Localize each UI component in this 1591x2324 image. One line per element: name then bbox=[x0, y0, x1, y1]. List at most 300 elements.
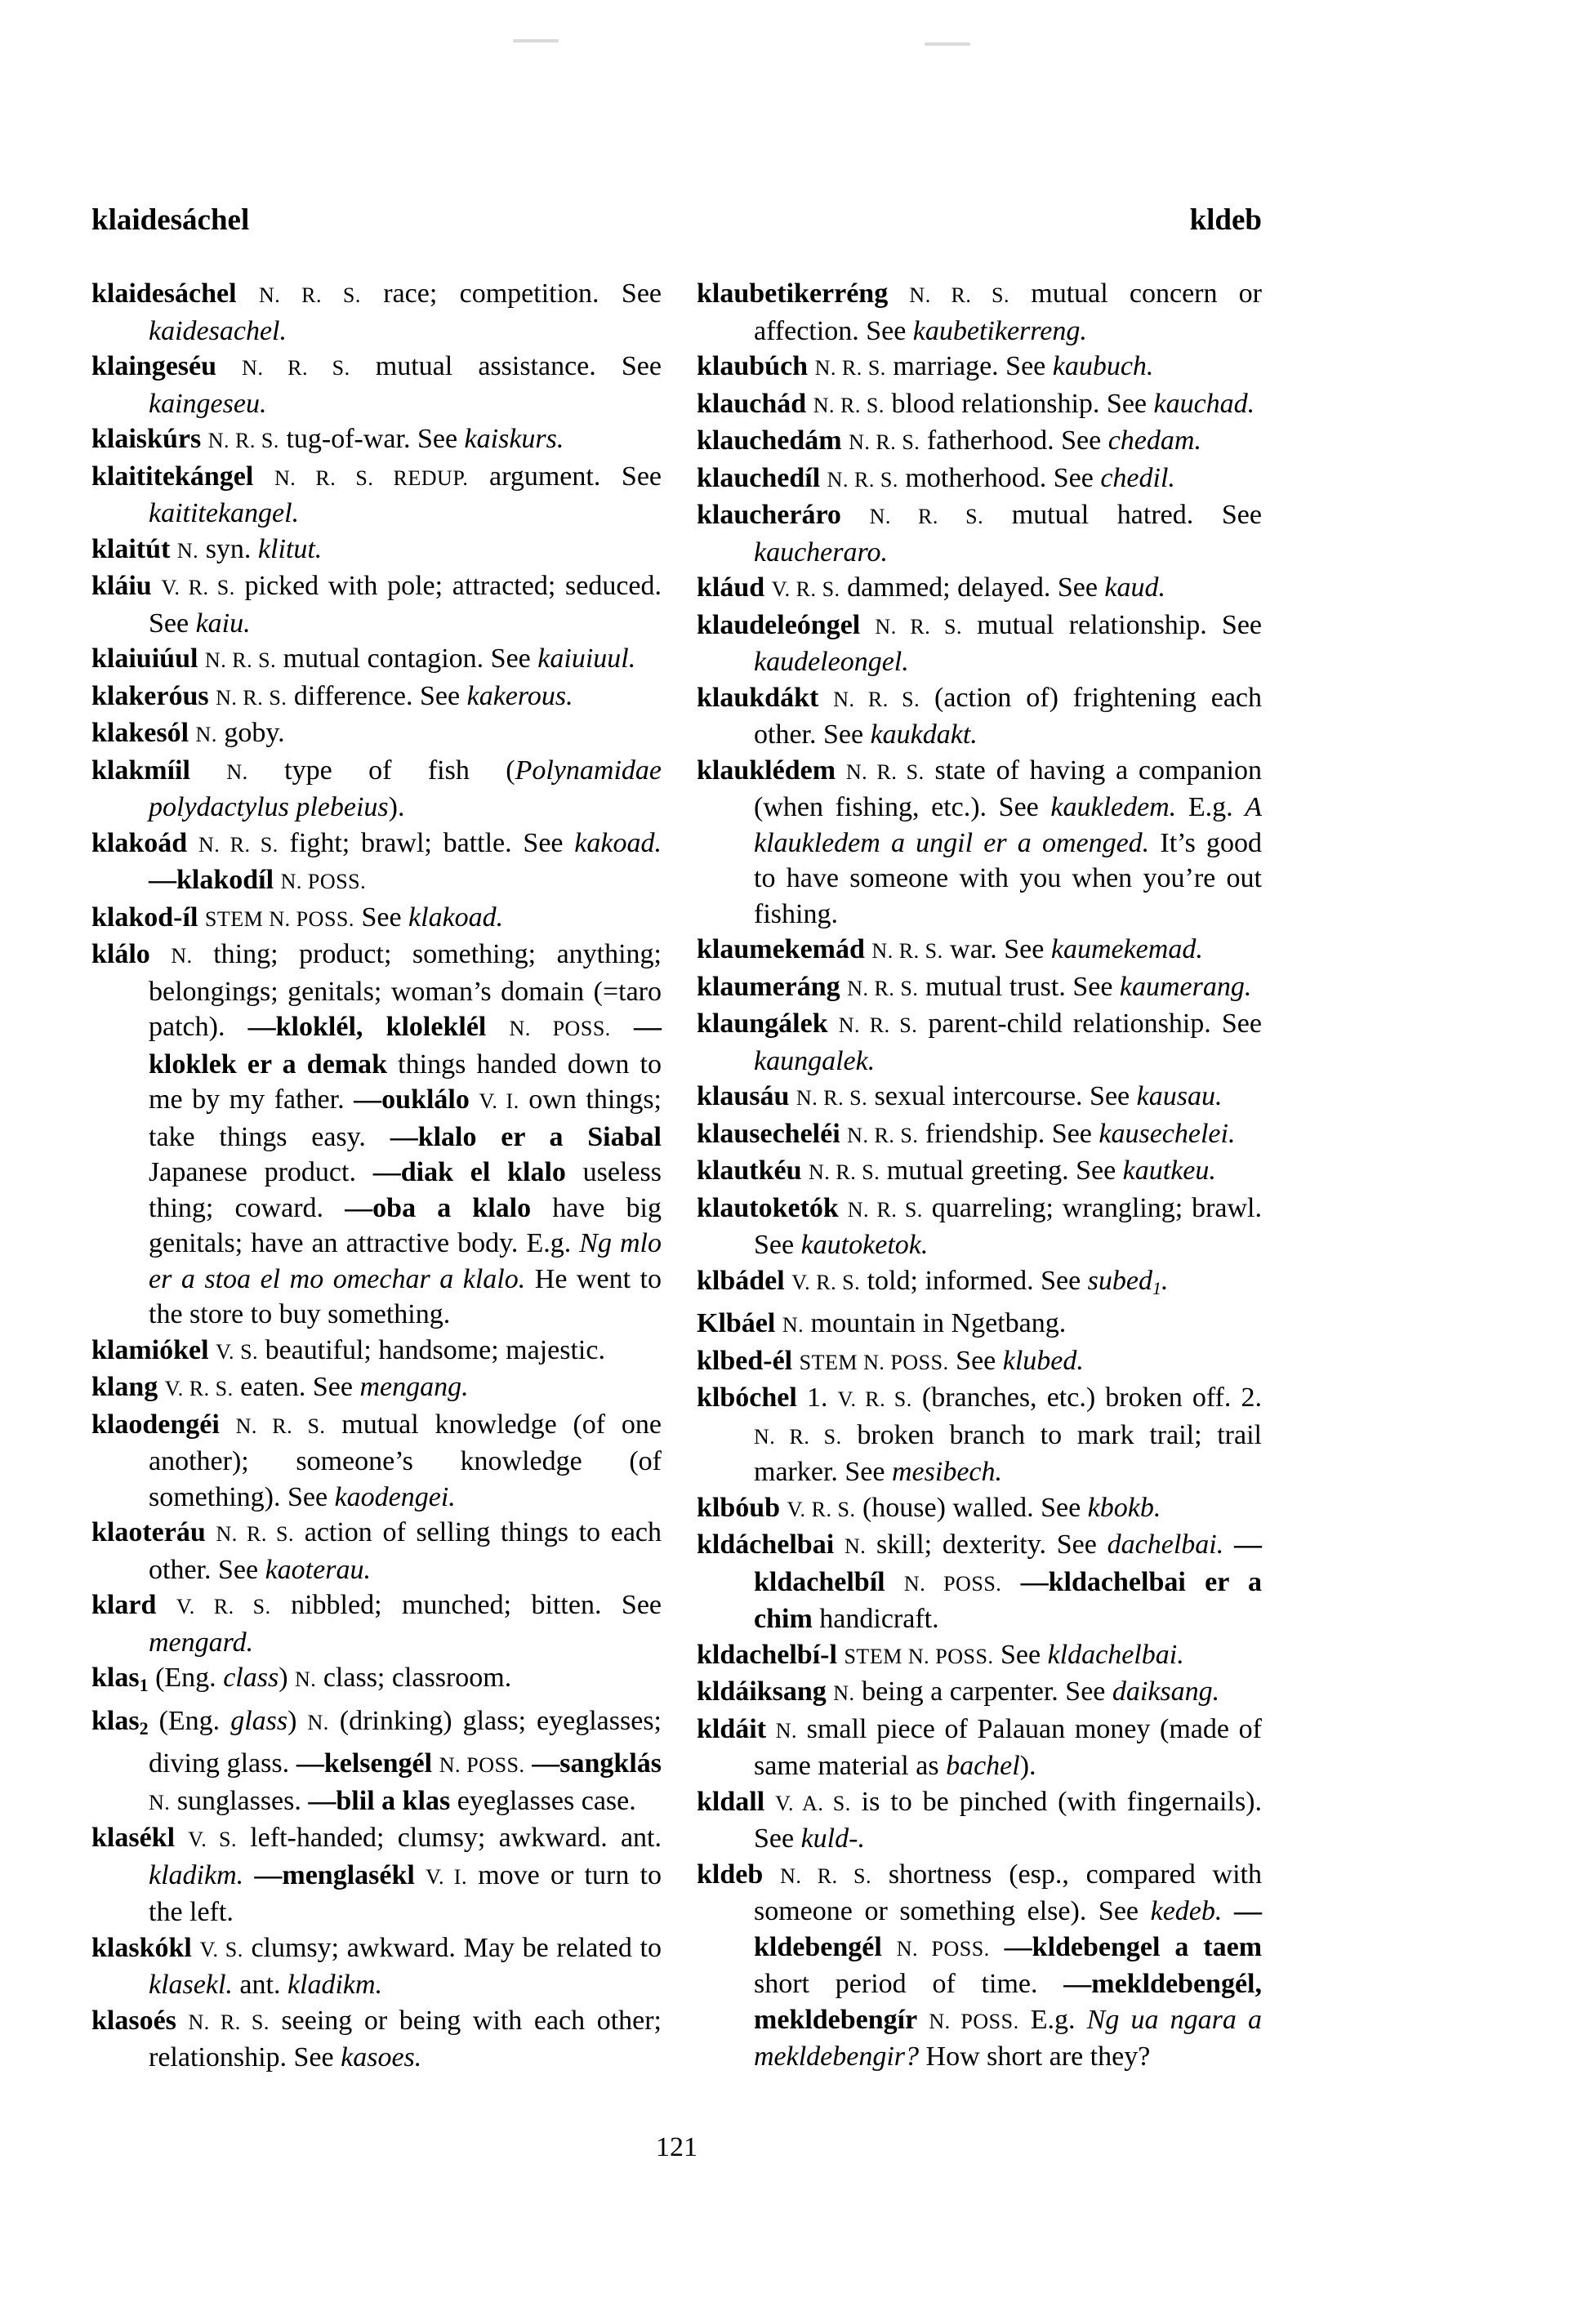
plain-text bbox=[187, 828, 198, 858]
grammar-label: V. R. S. bbox=[176, 1595, 271, 1618]
dictionary-entry bbox=[91, 1515, 662, 1587]
grammar-label: N. R. S. bbox=[216, 685, 287, 710]
plain-text bbox=[201, 424, 208, 454]
dictionary-entry bbox=[91, 641, 662, 679]
bold-text: klang bbox=[91, 1372, 158, 1402]
plain-text bbox=[216, 351, 242, 381]
plain-text: parent-child relationship. See bbox=[917, 1008, 1262, 1039]
grammar-label: STEM N. POSS. bbox=[844, 1644, 994, 1668]
dictionary-entry bbox=[91, 568, 662, 641]
dictionary-entry bbox=[697, 1380, 1262, 1490]
dictionary-entry bbox=[697, 1006, 1262, 1079]
grammar-label: N. R. S. bbox=[204, 648, 277, 672]
plain-text bbox=[764, 572, 772, 603]
dictionary-entry bbox=[697, 1857, 1262, 2075]
italic-text: kaubuch. bbox=[1052, 351, 1154, 381]
plain-text: (Eng. bbox=[148, 1663, 224, 1693]
bold-text: klauchedíl bbox=[697, 462, 821, 493]
plain-text: It’s good to have someone with you when you’re out fishing. bbox=[754, 827, 1262, 929]
bold-text: —menglasékl bbox=[254, 1859, 415, 1890]
plain-text bbox=[189, 718, 196, 748]
plain-text bbox=[888, 278, 909, 309]
bold-text: kldáiksang bbox=[697, 1676, 827, 1707]
grammar-label: V. I. bbox=[479, 1089, 519, 1113]
italic-text: A klaukledem a ungil er a omenged. bbox=[754, 792, 1262, 858]
plain-text: mountain in Ngetbang. bbox=[804, 1308, 1067, 1339]
italic-text: kautoketok. bbox=[800, 1230, 929, 1260]
dictionary-entry bbox=[697, 349, 1262, 386]
bold-subscript: 2 bbox=[139, 1717, 149, 1739]
plain-text: motherhood. See bbox=[898, 462, 1101, 493]
plain-text bbox=[611, 1012, 634, 1042]
bold-text: klbóchel bbox=[697, 1382, 797, 1414]
bold-text: kldáit bbox=[697, 1713, 767, 1744]
dictionary-entry bbox=[697, 1191, 1262, 1263]
bold-text: —klakodíl bbox=[149, 865, 274, 895]
italic-text: kausechelei. bbox=[1099, 1118, 1236, 1149]
plain-text bbox=[1223, 1529, 1234, 1560]
bold-text: klaubetikerréng bbox=[697, 278, 889, 309]
plain-text: mutual hatred. See bbox=[983, 500, 1262, 530]
dictionary-entry bbox=[697, 1343, 1262, 1381]
plain-text bbox=[775, 1308, 782, 1338]
bold-text: klakoád bbox=[91, 827, 188, 858]
bold-text: Klbáel bbox=[697, 1308, 776, 1339]
dictionary-entry bbox=[91, 1660, 662, 1703]
grammar-label: N. POSS. bbox=[896, 1936, 990, 1961]
plain-text bbox=[158, 1372, 165, 1402]
dictionary-entry bbox=[697, 1712, 1262, 1784]
dictionary-entry bbox=[91, 1407, 662, 1516]
grammar-label: N. R. S. bbox=[845, 759, 925, 784]
dictionary-entry bbox=[91, 349, 662, 421]
italic-text: mesibech. bbox=[892, 1457, 1003, 1488]
plain-text bbox=[827, 1676, 834, 1707]
plain-text: ) bbox=[279, 1663, 296, 1693]
bold-text: —diak el klalo bbox=[372, 1157, 566, 1187]
italic-text: kaiskurs. bbox=[464, 424, 564, 454]
plain-text: See bbox=[993, 1639, 1048, 1670]
bold-text: klakod-íl bbox=[91, 902, 198, 933]
plain-text: difference. See bbox=[287, 680, 467, 711]
italic-text: Ng ua ngara a mekldebengir? bbox=[754, 2004, 1262, 2072]
dictionary-entry bbox=[91, 1930, 662, 2003]
dictionary-entry bbox=[697, 276, 1262, 349]
plain-text: beautiful; handsome; majestic. bbox=[258, 1334, 605, 1365]
plain-text bbox=[785, 1266, 792, 1296]
bold-text: klauklédem bbox=[697, 755, 836, 786]
bold-text: klaodengéi bbox=[91, 1409, 220, 1440]
dictionary-entry bbox=[697, 753, 1262, 933]
bold-text: klaucheráro bbox=[697, 500, 841, 530]
plain-text: Japanese product. bbox=[149, 1157, 373, 1187]
plain-text bbox=[190, 755, 226, 786]
grammar-label: N. bbox=[782, 1313, 804, 1338]
italic-text: klubed. bbox=[1002, 1345, 1084, 1376]
italic-text: subed bbox=[1087, 1265, 1152, 1296]
dictionary-entry bbox=[697, 932, 1262, 969]
italic-text: kaoterau. bbox=[265, 1554, 371, 1585]
plain-text bbox=[840, 972, 848, 1002]
grammar-label: N. R. S. bbox=[258, 283, 361, 307]
bold-text: kláud bbox=[697, 572, 765, 603]
plain-text: left-handed; clumsy; awkward. ant. bbox=[237, 1823, 662, 1854]
grammar-label: N. R. S. bbox=[813, 393, 885, 417]
italic-text: kakoad. bbox=[574, 827, 662, 858]
plain-text: goby. bbox=[216, 718, 285, 748]
bold-text: —klalo er a Siabal bbox=[390, 1121, 662, 1152]
plain-text: seeing or being with each other; relationship. See bbox=[149, 2005, 662, 2073]
plain-text bbox=[415, 1860, 426, 1890]
bold-text: —sangklás bbox=[532, 1748, 662, 1779]
grammar-label: N. bbox=[149, 1790, 171, 1814]
bold-text: klaidesáchel bbox=[91, 278, 237, 309]
dictionary-entry bbox=[91, 1703, 662, 1821]
plain-text: thing; product; something; anything; belongings; genitals; woman’s domain (=taro patch). bbox=[149, 939, 662, 1042]
grammar-label: V. R. S. bbox=[837, 1387, 912, 1412]
dictionary-entry bbox=[697, 1306, 1262, 1343]
grammar-label: N. POSS. bbox=[903, 1571, 1002, 1596]
grammar-label: N. R. S. bbox=[242, 356, 350, 380]
plain-text: mutual contagion. See bbox=[276, 643, 538, 674]
italic-text: kasoes. bbox=[341, 2042, 422, 2073]
plain-text bbox=[176, 2006, 189, 2036]
plain-text: (house) walled. See bbox=[855, 1492, 1088, 1523]
dictionary-entry bbox=[697, 570, 1262, 608]
plain-text: mutual relationship. See bbox=[961, 609, 1263, 640]
grammar-label: N. R. S. bbox=[207, 429, 279, 452]
italic-text: kbokb. bbox=[1087, 1492, 1161, 1523]
plain-text bbox=[237, 278, 259, 309]
bold-text: —kldachelbíl bbox=[754, 1529, 1262, 1597]
scan-artifact bbox=[513, 39, 559, 42]
grammar-label: N. R. S. bbox=[780, 1863, 871, 1888]
bold-text: klasékl bbox=[91, 1823, 176, 1854]
italic-text: kaukledem. bbox=[1050, 792, 1177, 822]
bold-text: klautkéu bbox=[697, 1155, 802, 1186]
dictionary-entry bbox=[91, 900, 662, 937]
dictionary-entry bbox=[697, 969, 1262, 1007]
dictionary-entry bbox=[697, 1263, 1262, 1307]
plain-text bbox=[525, 1748, 533, 1779]
plain-text: fatherhood. See bbox=[920, 425, 1108, 456]
italic-text: kaungalek. bbox=[754, 1045, 876, 1076]
italic-text: kedeb. bbox=[1150, 1896, 1223, 1927]
italic-text: glass bbox=[230, 1705, 288, 1736]
plain-text bbox=[818, 683, 833, 713]
plain-text: E.g. bbox=[1018, 2004, 1087, 2035]
plain-text bbox=[808, 351, 815, 381]
plain-text bbox=[820, 463, 827, 493]
grammar-label: N. bbox=[775, 1718, 798, 1743]
bold-text: —kldebengel a taem bbox=[1004, 1931, 1263, 1962]
plain-text: eyeglasses case. bbox=[450, 1785, 636, 1816]
grammar-label: N. bbox=[844, 1534, 867, 1559]
plain-text: mutual greeting. See bbox=[880, 1155, 1123, 1186]
bold-text: klaititekángel bbox=[91, 461, 254, 492]
grammar-label: N. R. S. bbox=[847, 1123, 919, 1147]
italic-text: klakoad. bbox=[408, 902, 504, 933]
bold-text: klaungálek bbox=[697, 1008, 828, 1039]
grammar-label: N. R. S. bbox=[809, 1160, 880, 1184]
grammar-label: STEM N. POSS. bbox=[799, 1350, 949, 1374]
plain-text: type of fish ( bbox=[247, 755, 515, 786]
plain-text bbox=[192, 1933, 200, 1963]
italic-text: kaititekangel. bbox=[149, 498, 300, 528]
grammar-label: N. R. S. bbox=[871, 939, 943, 963]
italic-text: kaumekemad. bbox=[1050, 934, 1203, 964]
italic-text: kaodengei. bbox=[334, 1481, 456, 1512]
plain-text: argument. See bbox=[468, 461, 662, 492]
grammar-label: N. R. S. bbox=[849, 430, 920, 454]
plain-text: syn. bbox=[198, 533, 258, 564]
plain-text bbox=[885, 1567, 904, 1597]
plain-text: skill; dexterity. See bbox=[866, 1529, 1107, 1560]
guide-word-left: klaidesáchel bbox=[91, 203, 250, 237]
grammar-label: N. POSS. bbox=[929, 2009, 1019, 2033]
italic-text: kladikm. bbox=[287, 1970, 383, 2001]
plain-text bbox=[274, 865, 281, 895]
plain-text bbox=[220, 1409, 236, 1440]
bold-text: kláiu bbox=[91, 571, 152, 601]
plain-text: ant. bbox=[232, 1970, 287, 2001]
plain-text bbox=[198, 643, 205, 674]
plain-text bbox=[150, 939, 172, 969]
bold-text: klaudeleóngel bbox=[697, 609, 861, 640]
italic-text: kldachelbai. bbox=[1047, 1639, 1184, 1670]
plain-text: picked with pole; attracted; seduced. See bbox=[149, 571, 662, 639]
grammar-label: V. I. bbox=[426, 1864, 467, 1889]
plain-text bbox=[156, 1590, 176, 1620]
dictionary-entry bbox=[91, 2003, 662, 2076]
bold-text: klard bbox=[91, 1590, 157, 1620]
dictionary-entry bbox=[91, 276, 662, 349]
plain-text: action of selling things to each other. See bbox=[149, 1517, 662, 1585]
plain-text bbox=[206, 1517, 216, 1547]
grammar-label: N. bbox=[171, 944, 193, 968]
bold-text: —kldachelbai er a chim bbox=[754, 1566, 1262, 1635]
bold-text: klaitút bbox=[91, 533, 171, 564]
plain-text bbox=[209, 1335, 216, 1365]
plain-text bbox=[175, 1823, 188, 1853]
plain-text bbox=[828, 1008, 839, 1039]
dictionary-entry bbox=[697, 461, 1262, 498]
plain-text: mutual assistance. See bbox=[350, 351, 662, 381]
bold-text: klaiuiúul bbox=[91, 643, 198, 674]
grammar-label: N. POSS. bbox=[439, 1753, 525, 1778]
plain-text bbox=[170, 534, 177, 564]
plain-text: ) bbox=[287, 1705, 308, 1736]
plain-text: useless thing; coward. bbox=[149, 1157, 662, 1223]
italic-text: kuld-. bbox=[800, 1823, 865, 1854]
bold-text: kldachelbí-l bbox=[697, 1639, 837, 1670]
bold-text: klautoketók bbox=[697, 1192, 839, 1223]
dictionary-entry bbox=[697, 1153, 1262, 1191]
plain-text: class; classroom. bbox=[316, 1663, 512, 1693]
plain-text: (action of) frightening each other. See bbox=[754, 682, 1263, 750]
grammar-label: N. R. S. bbox=[869, 505, 984, 528]
grammar-label: N. R. S. bbox=[198, 832, 279, 857]
plain-text bbox=[780, 1493, 787, 1523]
italic-text: kaukdakt. bbox=[870, 719, 978, 750]
grammar-label: N. R. S. bbox=[235, 1414, 326, 1438]
dictionary-entry bbox=[91, 753, 662, 826]
bold-text: —mekldebengél, mekldebengír bbox=[754, 1969, 1262, 2035]
plain-text: eaten. See bbox=[233, 1372, 360, 1402]
plain-text: small piece of Palauan money (made of same material as bbox=[754, 1713, 1263, 1782]
dictionary-entry bbox=[697, 1490, 1262, 1528]
plain-text: race; competition. See bbox=[360, 278, 662, 309]
grammar-label: N. bbox=[226, 759, 248, 784]
dictionary-entry bbox=[697, 680, 1262, 753]
italic-text: kaingeseu. bbox=[149, 388, 267, 419]
italic-text: kakerous. bbox=[466, 680, 573, 711]
grammar-label: V. R. S. bbox=[164, 1377, 234, 1400]
column-left bbox=[91, 276, 662, 2076]
dictionary-entry bbox=[697, 1674, 1262, 1712]
guide-word-right: kldeb bbox=[1189, 203, 1262, 237]
italic-text: kaubetikerreng. bbox=[912, 315, 1087, 346]
bold-text: —kloklek er a demak bbox=[149, 1012, 662, 1080]
bold-text: klaingeséu bbox=[91, 351, 217, 381]
plain-text bbox=[842, 425, 849, 456]
page-number: 121 bbox=[656, 2132, 697, 2162]
plain-text bbox=[1222, 1896, 1234, 1926]
grammar-label: N. R. S. bbox=[814, 356, 886, 380]
grammar-label: N. R. S. bbox=[838, 1013, 918, 1037]
italic-text: klitut. bbox=[257, 533, 323, 564]
italic-text: kaudeleongel. bbox=[754, 647, 909, 677]
bold-text: klaiskúrs bbox=[91, 424, 202, 454]
plain-text: (branches, etc.) broken off. 2. bbox=[911, 1382, 1263, 1414]
bold-text: klamiókel bbox=[91, 1334, 209, 1365]
plain-text: tug-of-war. See bbox=[279, 424, 465, 454]
plain-text: ). bbox=[1019, 1751, 1036, 1782]
bold-text: klakeróus bbox=[91, 680, 209, 711]
grammar-label: N. R. S. bbox=[875, 614, 962, 639]
grammar-label: N. R. S. bbox=[909, 283, 1010, 307]
plain-text: being a carpenter. See bbox=[854, 1676, 1112, 1707]
italic-text: chedil. bbox=[1100, 462, 1175, 493]
column-right bbox=[697, 276, 1262, 2075]
plain-text bbox=[253, 461, 274, 492]
plain-text bbox=[198, 902, 205, 933]
grammar-label: V. R. S. bbox=[161, 576, 235, 599]
bold-text: klakmíil bbox=[91, 755, 190, 786]
bold-text: klausáu bbox=[697, 1081, 790, 1111]
bold-text: kldáchelbai bbox=[697, 1529, 835, 1560]
grammar-label: N. R. S. bbox=[847, 1197, 923, 1222]
grammar-label: N. bbox=[307, 1710, 329, 1734]
plain-text: things handed down to me by my father. bbox=[149, 1048, 662, 1115]
dictionary-entry bbox=[91, 1333, 662, 1370]
plain-text: state of having a companion (when fishing, etc.). See bbox=[754, 755, 1262, 822]
italic-text: kauchad. bbox=[1153, 388, 1255, 419]
scan-artifact bbox=[925, 42, 970, 46]
grammar-label: V. A. S. bbox=[775, 1791, 851, 1815]
plain-text bbox=[432, 1748, 439, 1779]
plain-text: own things; take things easy. bbox=[149, 1084, 662, 1152]
bold-text: —oba a klalo bbox=[345, 1192, 532, 1223]
dictionary-entry bbox=[697, 1784, 1262, 1857]
dictionary-entry bbox=[697, 1637, 1262, 1675]
bold-text: klálo bbox=[91, 939, 150, 969]
plain-text bbox=[840, 1119, 848, 1149]
italic-text: kausau. bbox=[1136, 1081, 1223, 1111]
dictionary-entry bbox=[91, 421, 662, 459]
grammar-label: V. R. S. bbox=[791, 1270, 861, 1294]
grammar-label: N. R. S. REDUP. bbox=[274, 465, 469, 490]
italic-text: daiksang. bbox=[1112, 1676, 1220, 1707]
plain-text bbox=[209, 681, 216, 711]
italic-text: kladikm. bbox=[149, 1859, 244, 1890]
plain-text: See bbox=[354, 902, 409, 933]
plain-text: He went to the store to buy something. bbox=[149, 1263, 662, 1329]
plain-text: told; informed. See bbox=[860, 1265, 1088, 1296]
grammar-label: N. R. S. bbox=[827, 467, 898, 492]
bold-text: klakesól bbox=[91, 718, 189, 748]
bold-text: klas bbox=[91, 1663, 140, 1693]
dictionary-entry bbox=[91, 1587, 662, 1660]
plain-text: mutual concern or affection. See bbox=[754, 278, 1262, 346]
grammar-label: V. S. bbox=[188, 1828, 237, 1852]
bold-text: —kelsengél bbox=[296, 1748, 433, 1779]
bold-text: —ouklálo bbox=[354, 1084, 470, 1115]
bold-subscript: 1 bbox=[139, 1675, 149, 1696]
plain-text bbox=[806, 389, 813, 419]
dictionary-entry bbox=[697, 386, 1262, 424]
plain-text bbox=[152, 571, 162, 601]
plain-text: 1. bbox=[796, 1382, 838, 1414]
grammar-label: N. bbox=[833, 1681, 855, 1706]
plain-text: mutual knowledge (of one another); someone’s knowledge (of something). See bbox=[149, 1409, 662, 1512]
italic-text: . bbox=[1161, 1265, 1169, 1296]
bold-text: klaoteráu bbox=[91, 1517, 206, 1547]
plain-text bbox=[789, 1081, 796, 1111]
plain-text bbox=[470, 1084, 479, 1115]
italic-text: Polynamidae polydactylus plebeius bbox=[149, 755, 662, 822]
italic-text: chedam. bbox=[1107, 425, 1201, 456]
plain-text: have big genitals; have an attractive body. E.g. bbox=[149, 1192, 662, 1258]
bold-text: klauchád bbox=[697, 388, 807, 419]
plain-text: broken branch to mark trail; trail marker. See bbox=[754, 1419, 1262, 1488]
plain-text bbox=[766, 1714, 776, 1744]
plain-text bbox=[990, 1932, 1005, 1962]
plain-text bbox=[792, 1346, 800, 1376]
plain-text bbox=[917, 2005, 929, 2035]
bold-text: klausecheléi bbox=[697, 1118, 840, 1149]
grammar-label: N. POSS. bbox=[280, 870, 367, 893]
bold-text: klbádel bbox=[697, 1265, 785, 1296]
grammar-label: V. S. bbox=[199, 1937, 243, 1961]
plain-text: sunglasses. bbox=[170, 1785, 309, 1816]
dictionary-entry bbox=[91, 459, 662, 532]
italic-text: kaud. bbox=[1104, 572, 1166, 603]
bold-text: klbóub bbox=[697, 1492, 781, 1523]
bold-text: —blil a klas bbox=[308, 1785, 451, 1816]
plain-text: See bbox=[948, 1345, 1003, 1376]
plain-text: handicraft. bbox=[812, 1604, 939, 1635]
dictionary-entry bbox=[697, 423, 1262, 461]
plain-text bbox=[243, 1860, 254, 1890]
dictionary-entry bbox=[697, 1116, 1262, 1154]
italic-text: klasekl. bbox=[149, 1970, 233, 2001]
grammar-label: N. POSS. bbox=[509, 1017, 611, 1040]
grammar-label: N. R. S. bbox=[796, 1086, 868, 1110]
plain-text: ). bbox=[388, 792, 405, 822]
bold-text: kldeb bbox=[697, 1859, 764, 1890]
grammar-label: N. bbox=[176, 538, 199, 563]
